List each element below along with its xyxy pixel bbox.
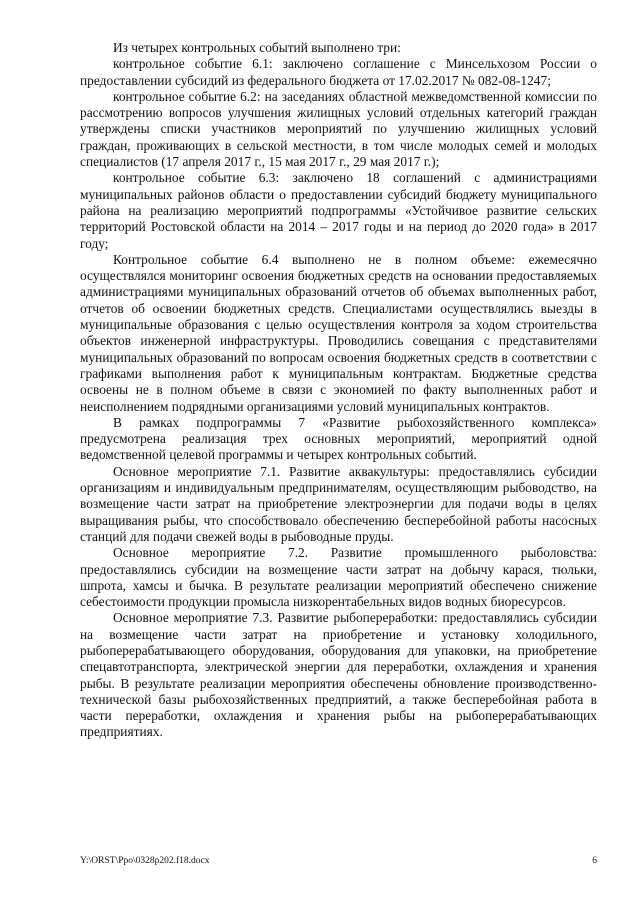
paragraph-control-event-6-1: контрольное событие 6.1: заключено соглашение с Минсельхозом России о предоставлении субсидий из федерального бюджета от 17.02.2017 № 082-08-1247; [80,56,597,88]
footer-page-number: 6 [592,856,597,866]
paragraph-control-event-6-3: контрольное событие 6.3: заключено 18 соглашений с администрациями муниципальных районов области о предоставлении субсидий бюджету муниципального района на реализацию мероприятий подпрограммы «Устойчивое развитие сельских территорий Ростовской области на 2014 – 2017 годы и на период до 2020 года» в 2017 году; [80,170,597,251]
paragraph-measure-7-1: Основное мероприятие 7.1. Развитие аквакультуры: предоставлялись субсидии организациям и индивидуальным предпринимателям, осуществляющим рыбоводство, на возмещение части затрат на приобретение электроэнергии для подачи воды в целях выращивания рыбы, что способствовало обеспечению бесперебойной работы насосных станций для подачи свежей воды в рыбоводные пруды. [80,463,597,544]
document-body [80,40,597,741]
paragraph-control-event-6-2: контрольное событие 6.2: на заседаниях областной межведомственной комиссии по рассмотрению вопросов улучшения жилищных условий отдельных категорий граждан утверждены списки участников мероприятий по улучшению жилищных условий граждан, проживающих в сельской местности, в том числе молодых семей и молодых специалистов (17 апреля 2017 г., 15 мая 2017 г., 29 мая 2017 г.); [80,88,597,170]
paragraph-measure-7-3: Основное мероприятие 7.3. Развитие рыбопереработки: предоставлялись субсидии на возмещение части затрат на приобретение и установку холодильного, рыбоперерабатывающего оборудования, оборудования для упаковки, на приобретение спецавтотранспорта, электрической энергии для переработки, охлаждения и хранения рыбы. В результате реализации мероприятия обеспечены обновление производственно-технической базы рыбохозяйственных предприятий, а также бесперебойная работа в части переработки, охлаждения и хранения рыбы на рыбоперерабатывающих предприятиях. [80,610,597,740]
paragraph-control-event-6-4: Контрольное событие 6.4 выполнено не в полном объеме: ежемесячно осуществлялся мониторинг освоения бюджетных средств на основании предоставляемых администрациями муниципальных образований отчетов об объемах выполненных работ, отчетов об освоении бюджетных средств. Специалистами осуществлялись выезды в муниципальные образования с целью осуществления контроля за ходом строительства объектов инженерной инфраструктуры. Проводились совещания с представителями муниципальных образований по вопросам освоения бюджетных средств в соответствии с графиками выполнения работ к муниципальным контрактам. Бюджетные средства освоены не в полном объеме в связи с экономией по факту выполненных работ и неисполнением подрядными организациями условий муниципальных контрактов. [80,251,597,414]
paragraph-measure-7-2: Основное мероприятие 7.2. Развитие промышленного рыболовства: предоставлялись субсидии на возмещение части затрат на добычу карася, тюльки, шпрота, хамсы и бычка. В результате реализации мероприятий обеспечено снижение себестоимости продукции промысла низкорентабельных видов водных биоресурсов. [80,545,597,610]
footer-file-path: Y:\ORST\Ppo\0328p202.f18.docx [80,856,210,866]
paragraph-control-events-summary: Из четырех контрольных событий выполнено три: [113,40,401,55]
paragraph-subprogram-7-intro: В рамках подпрограммы 7 «Развитие рыбохозяйственного комплекса» предусмотрена реализация трех основных мероприятий, мероприятий одной ведомственной целевой программы и четырех контрольных событий. [80,414,597,463]
